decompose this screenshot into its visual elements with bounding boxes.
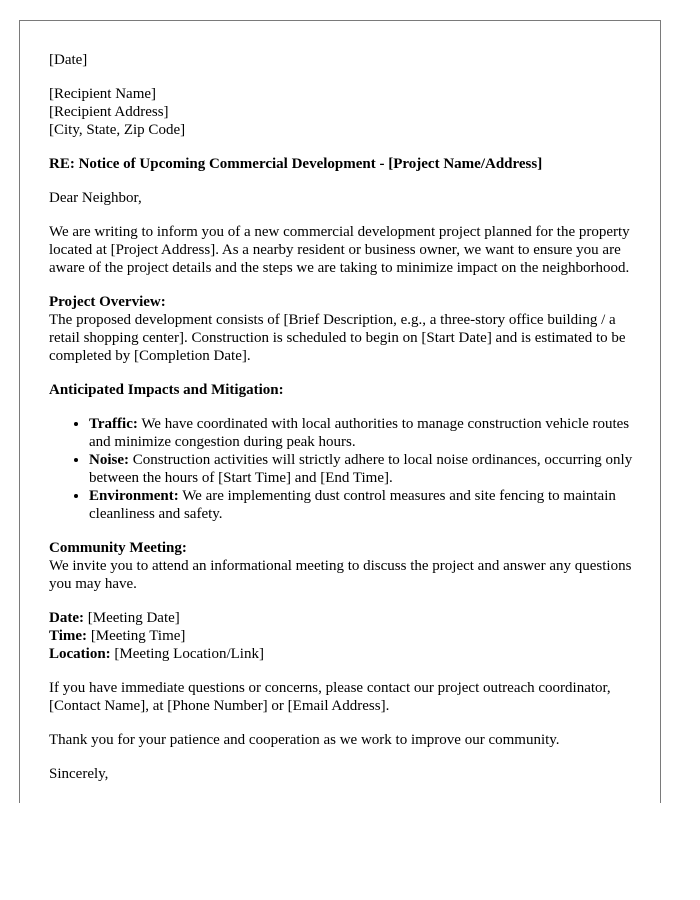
- impact-label: Environment:: [89, 488, 179, 504]
- thanks-paragraph: Thank you for your patience and cooperation as we work to improve our community.: [49, 732, 560, 748]
- community-meeting-section: [49, 539, 639, 593]
- impact-text: We are implementing dust control measures and site fencing to maintain cleanliness and safety.: [89, 488, 616, 522]
- impact-item-environment: [89, 487, 639, 523]
- impact-label: Traffic:: [89, 416, 138, 432]
- subject-line: RE: Notice of Upcoming Commercial Development - [Project Name/Address]: [49, 156, 543, 172]
- project-overview-section: [49, 293, 639, 365]
- intro-paragraph: We are writing to inform you of a new commercial development project planned for the property located at [Project Address]. As a nearby resident or business owner, we want to ensure you are aware of the project details and the steps we are taking to minimize impact on the neighborhood.: [49, 224, 630, 276]
- project-overview-text: The proposed development consists of [Brief Description, e.g., a three-story office building / a retail shopping center]. Construction is scheduled to begin on [Start Date] and is estimated to be completed by [Completion Date].: [49, 312, 626, 364]
- impacts-heading: Anticipated Impacts and Mitigation:: [49, 382, 284, 398]
- community-meeting-heading: Community Meeting:: [49, 540, 187, 556]
- meeting-time-label: Time:: [49, 628, 88, 644]
- meeting-time-row: [49, 627, 639, 645]
- community-meeting-text: We invite you to attend an informational meeting to discuss the project and answer any questions you may have.: [49, 558, 632, 592]
- impacts-list: [49, 415, 639, 523]
- meeting-location-label: Location:: [49, 646, 111, 662]
- recipient-address: [Recipient Address]: [49, 104, 169, 120]
- meeting-details: [49, 609, 639, 663]
- letter-page: [19, 20, 661, 803]
- meeting-date-value: [Meeting Date]: [83, 610, 180, 626]
- recipient-block: [49, 85, 639, 139]
- project-overview-heading: Project Overview:: [49, 294, 166, 310]
- meeting-location-row: [49, 645, 639, 663]
- salutation: Dear Neighbor,: [49, 190, 142, 206]
- meeting-date-row: [49, 609, 639, 627]
- closing: Sincerely,: [49, 766, 109, 782]
- impact-item-traffic: [89, 415, 639, 451]
- impact-label: Noise:: [89, 452, 129, 468]
- letter-date: [Date]: [49, 52, 88, 68]
- recipient-name: [Recipient Name]: [49, 86, 157, 102]
- recipient-city: [City, State, Zip Code]: [49, 122, 186, 138]
- meeting-time-value: [Meeting Time]: [87, 628, 186, 644]
- impact-text: We have coordinated with local authorities to manage construction vehicle routes and minimize congestion during peak hours.: [89, 416, 630, 450]
- meeting-location-value: [Meeting Location/Link]: [110, 646, 264, 662]
- contact-paragraph: If you have immediate questions or concerns, please contact our project outreach coordinator, [Contact Name], at [Phone Number] or [Email Address].: [49, 680, 611, 714]
- meeting-date-label: Date:: [49, 610, 84, 626]
- letter-body: [49, 51, 639, 799]
- impact-text: Construction activities will strictly adhere to local noise ordinances, occurring only between the hours of [Start Time] and [End Time].: [89, 452, 633, 486]
- impact-item-noise: [89, 451, 639, 487]
